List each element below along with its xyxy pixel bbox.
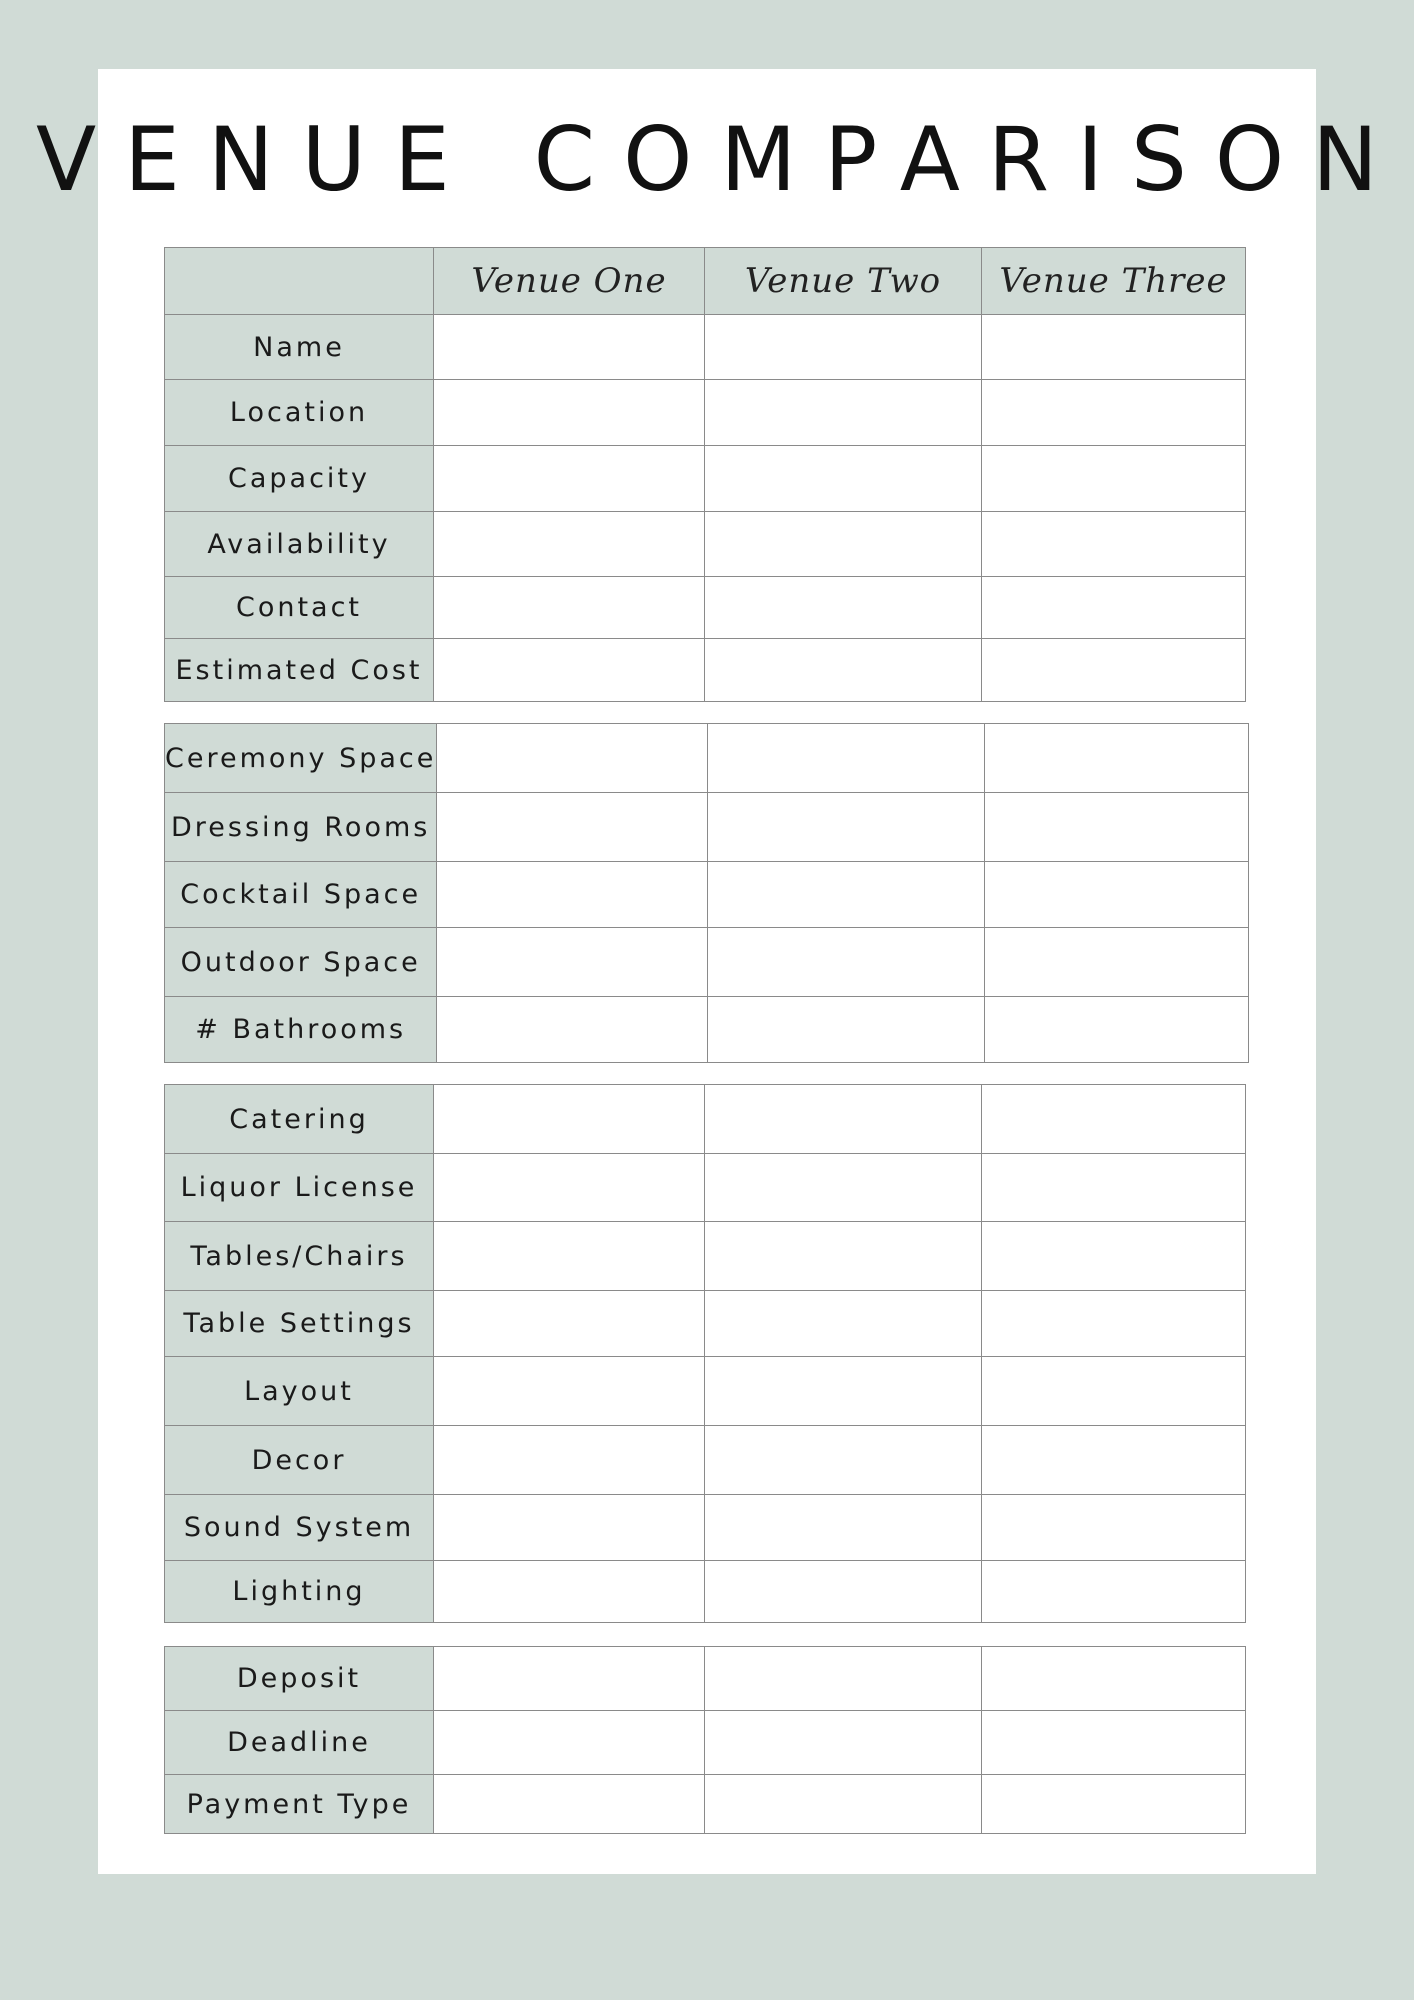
entry-cell[interactable] [434, 639, 705, 702]
entry-cell[interactable] [982, 639, 1246, 702]
table-row [165, 639, 1246, 702]
entry-cell[interactable] [705, 1775, 982, 1834]
table-row [165, 862, 1249, 928]
row-label-ceremony-space: Ceremony Space [165, 724, 437, 793]
table-row [165, 1495, 1246, 1561]
entry-cell[interactable] [982, 1561, 1246, 1623]
entry-cell[interactable] [437, 724, 708, 793]
venue-services-table [164, 1084, 1246, 1623]
table-row [165, 1291, 1246, 1357]
table-row [165, 1647, 1246, 1711]
table-row [165, 928, 1249, 997]
row-label-capacity: Capacity [165, 446, 434, 512]
entry-cell[interactable] [985, 724, 1249, 793]
table-row [165, 315, 1246, 380]
entry-cell[interactable] [437, 997, 708, 1063]
entry-cell[interactable] [705, 639, 982, 702]
table-row [165, 997, 1249, 1063]
entry-cell[interactable] [708, 928, 985, 997]
entry-cell[interactable] [434, 1291, 705, 1357]
table-row [165, 1085, 1246, 1154]
entry-cell[interactable] [982, 1291, 1246, 1357]
table-row [165, 577, 1246, 639]
entry-cell[interactable] [982, 1647, 1246, 1711]
row-label-location: Location [165, 380, 434, 446]
entry-cell[interactable] [708, 862, 985, 928]
entry-cell[interactable] [705, 1085, 982, 1154]
row-label-sound-system: Sound System [165, 1495, 434, 1561]
entry-cell[interactable] [982, 1085, 1246, 1154]
entry-cell[interactable] [705, 512, 982, 577]
row-label-bathrooms: # Bathrooms [165, 997, 437, 1063]
row-label-tables-chairs: Tables/Chairs [165, 1222, 434, 1291]
entry-cell[interactable] [985, 862, 1249, 928]
entry-cell[interactable] [982, 512, 1246, 577]
row-label-estimated-cost: Estimated Cost [165, 639, 434, 702]
table-row [165, 1775, 1246, 1834]
row-label-name: Name [165, 315, 434, 380]
row-label-dressing-rooms: Dressing Rooms [165, 793, 437, 862]
row-label-deadline: Deadline [165, 1711, 434, 1775]
entry-cell[interactable] [437, 862, 708, 928]
entry-cell[interactable] [434, 1222, 705, 1291]
entry-cell[interactable] [705, 1222, 982, 1291]
entry-cell[interactable] [434, 1426, 705, 1495]
table-row [165, 1222, 1246, 1291]
entry-cell[interactable] [434, 1357, 705, 1426]
entry-cell[interactable] [982, 1775, 1246, 1834]
header-row [165, 248, 1246, 315]
entry-cell[interactable] [437, 928, 708, 997]
entry-cell[interactable] [705, 1495, 982, 1561]
entry-cell[interactable] [705, 380, 982, 446]
entry-cell[interactable] [708, 793, 985, 862]
row-label-lighting: Lighting [165, 1561, 434, 1623]
entry-cell[interactable] [434, 577, 705, 639]
entry-cell[interactable] [982, 1495, 1246, 1561]
entry-cell[interactable] [434, 380, 705, 446]
entry-cell[interactable] [705, 446, 982, 512]
entry-cell[interactable] [982, 1154, 1246, 1222]
entry-cell[interactable] [705, 577, 982, 639]
entry-cell[interactable] [982, 1222, 1246, 1291]
entry-cell[interactable] [434, 1561, 705, 1623]
entry-cell[interactable] [982, 315, 1246, 380]
table-row [165, 380, 1246, 446]
entry-cell[interactable] [434, 1711, 705, 1775]
table-row [165, 793, 1249, 862]
table-row [165, 1357, 1246, 1426]
venue-spaces-table [164, 723, 1249, 1063]
row-label-table-settings: Table Settings [165, 1291, 434, 1357]
entry-cell[interactable] [705, 1291, 982, 1357]
entry-cell[interactable] [982, 577, 1246, 639]
entry-cell[interactable] [434, 1775, 705, 1834]
table-row [165, 512, 1246, 577]
entry-cell[interactable] [982, 1357, 1246, 1426]
row-label-deposit: Deposit [165, 1647, 434, 1711]
table-row [165, 1154, 1246, 1222]
venue-basics-table [164, 247, 1246, 702]
row-label-availability: Availability [165, 512, 434, 577]
table-row [165, 724, 1249, 793]
column-header-venue-two: Venue Two [705, 248, 982, 315]
row-label-catering: Catering [165, 1085, 434, 1154]
row-label-layout: Layout [165, 1357, 434, 1426]
entry-cell[interactable] [705, 1426, 982, 1495]
entry-cell[interactable] [985, 928, 1249, 997]
entry-cell[interactable] [708, 997, 985, 1063]
table-row [165, 1561, 1246, 1623]
table-row [165, 446, 1246, 512]
table-row [165, 1426, 1246, 1495]
entry-cell[interactable] [434, 1154, 705, 1222]
entry-cell[interactable] [705, 315, 982, 380]
entry-cell[interactable] [982, 1426, 1246, 1495]
column-header-venue-three: Venue Three [982, 248, 1246, 315]
entry-cell[interactable] [982, 446, 1246, 512]
entry-cell[interactable] [705, 1154, 982, 1222]
row-label-decor: Decor [165, 1426, 434, 1495]
entry-cell[interactable] [705, 1711, 982, 1775]
entry-cell[interactable] [985, 793, 1249, 862]
entry-cell[interactable] [434, 315, 705, 380]
row-label-cocktail-space: Cocktail Space [165, 862, 437, 928]
entry-cell[interactable] [434, 1647, 705, 1711]
entry-cell[interactable] [985, 997, 1249, 1063]
row-label-payment-type: Payment Type [165, 1775, 434, 1834]
row-label-contact: Contact [165, 577, 434, 639]
column-header-venue-one: Venue One [434, 248, 705, 315]
entry-cell[interactable] [705, 1561, 982, 1623]
entry-cell[interactable] [705, 1357, 982, 1426]
entry-cell[interactable] [437, 793, 708, 862]
entry-cell[interactable] [434, 1495, 705, 1561]
entry-cell[interactable] [705, 1647, 982, 1711]
table-row [165, 1711, 1246, 1775]
corner-cell [165, 248, 434, 315]
row-label-liquor-license: Liquor License [165, 1154, 434, 1222]
entry-cell[interactable] [708, 724, 985, 793]
entry-cell[interactable] [982, 1711, 1246, 1775]
entry-cell[interactable] [434, 446, 705, 512]
row-label-outdoor-space: Outdoor Space [165, 928, 437, 997]
entry-cell[interactable] [982, 380, 1246, 446]
entry-cell[interactable] [434, 512, 705, 577]
page-title: VENUE COMPARISON [36, 108, 1406, 211]
entry-cell[interactable] [434, 1085, 705, 1154]
venue-payment-table [164, 1646, 1246, 1834]
